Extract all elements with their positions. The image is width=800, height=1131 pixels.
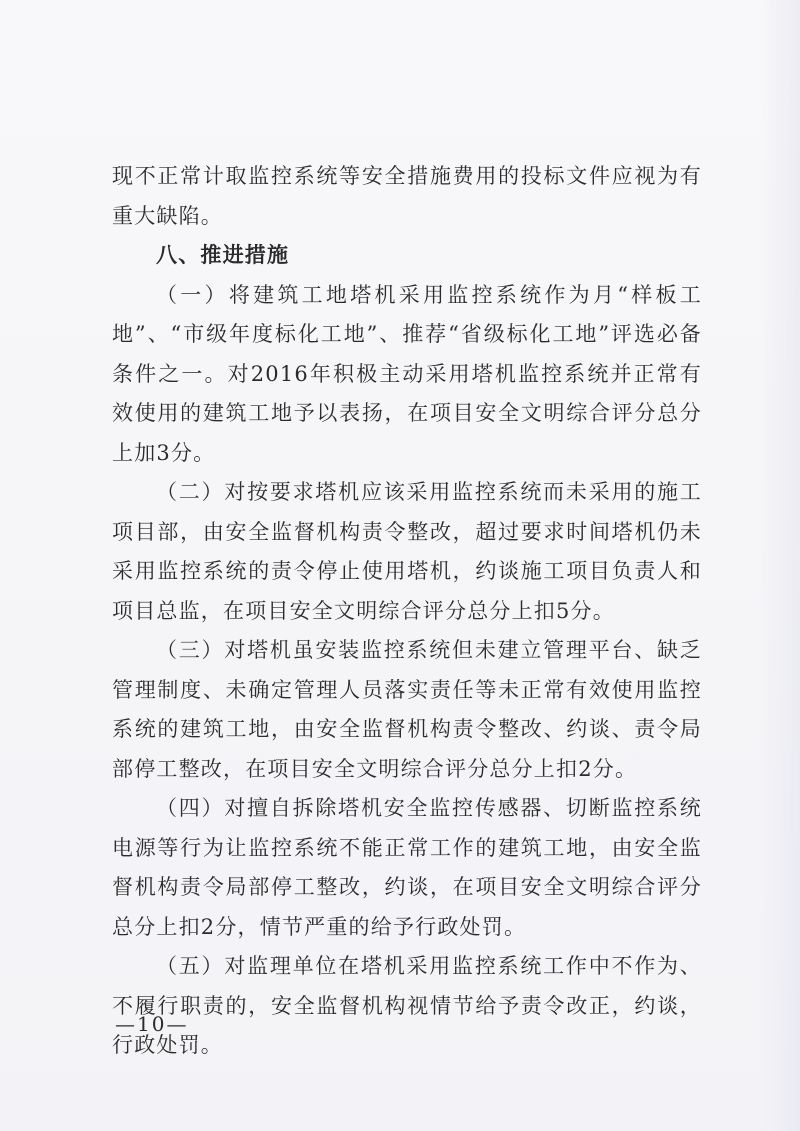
paragraph-5: （五）对监理单位在塔机采用监控系统工作中不作为、不履行职责的，安全监督机构视情节给予责令改正，约谈，行政处罚。 <box>112 954 702 1057</box>
page-number: —10— <box>115 1012 189 1036</box>
section-heading: 八、推进措施 <box>156 243 290 267</box>
scan-shadow <box>760 0 800 1131</box>
paragraph-1: （一）将建筑工地塔机采用监控系统作为月“样板工地”、“市级年度标化工地”、推荐“省级标化工地”评选必备条件之一。对2016年积极主动采用塔机监控系统并正常有效使用的建筑工地予以表扬，在项目安全文明综合评分总分上加3分。 <box>112 282 702 465</box>
document-body <box>112 157 702 1066</box>
paragraph-2: （二）对按要求塔机应该采用监控系统而未采用的施工项目部，由安全监督机构责令整改，超过要求时间塔机仍未采用监控系统的责令停止使用塔机，约谈施工项目负责人和项目总监，在项目安全文明综合评分总分上扣5分。 <box>112 480 702 623</box>
paragraph-3: （三）对塔机虽安装监控系统但未建立管理平台、缺乏管理制度、未确定管理人员落实责任等未正常有效使用监控系统的建筑工地，由安全监督机构责令整改、约谈、责令局部停工整改，在项目安全文明综合评分总分上扣2分。 <box>112 638 702 781</box>
paragraph-4: （四）对擅自拆除塔机安全监控传感器、切断监控系统电源等行为让监控系统不能正常工作的建筑工地，由安全监督机构责令局部停工整改，约谈，在项目安全文明综合评分总分上扣2分，情节严重的给予行政处罚。 <box>112 796 702 939</box>
continuation-paragraph: 现不正常计取监控系统等安全措施费用的投标文件应视为有重大缺陷。 <box>112 164 702 228</box>
